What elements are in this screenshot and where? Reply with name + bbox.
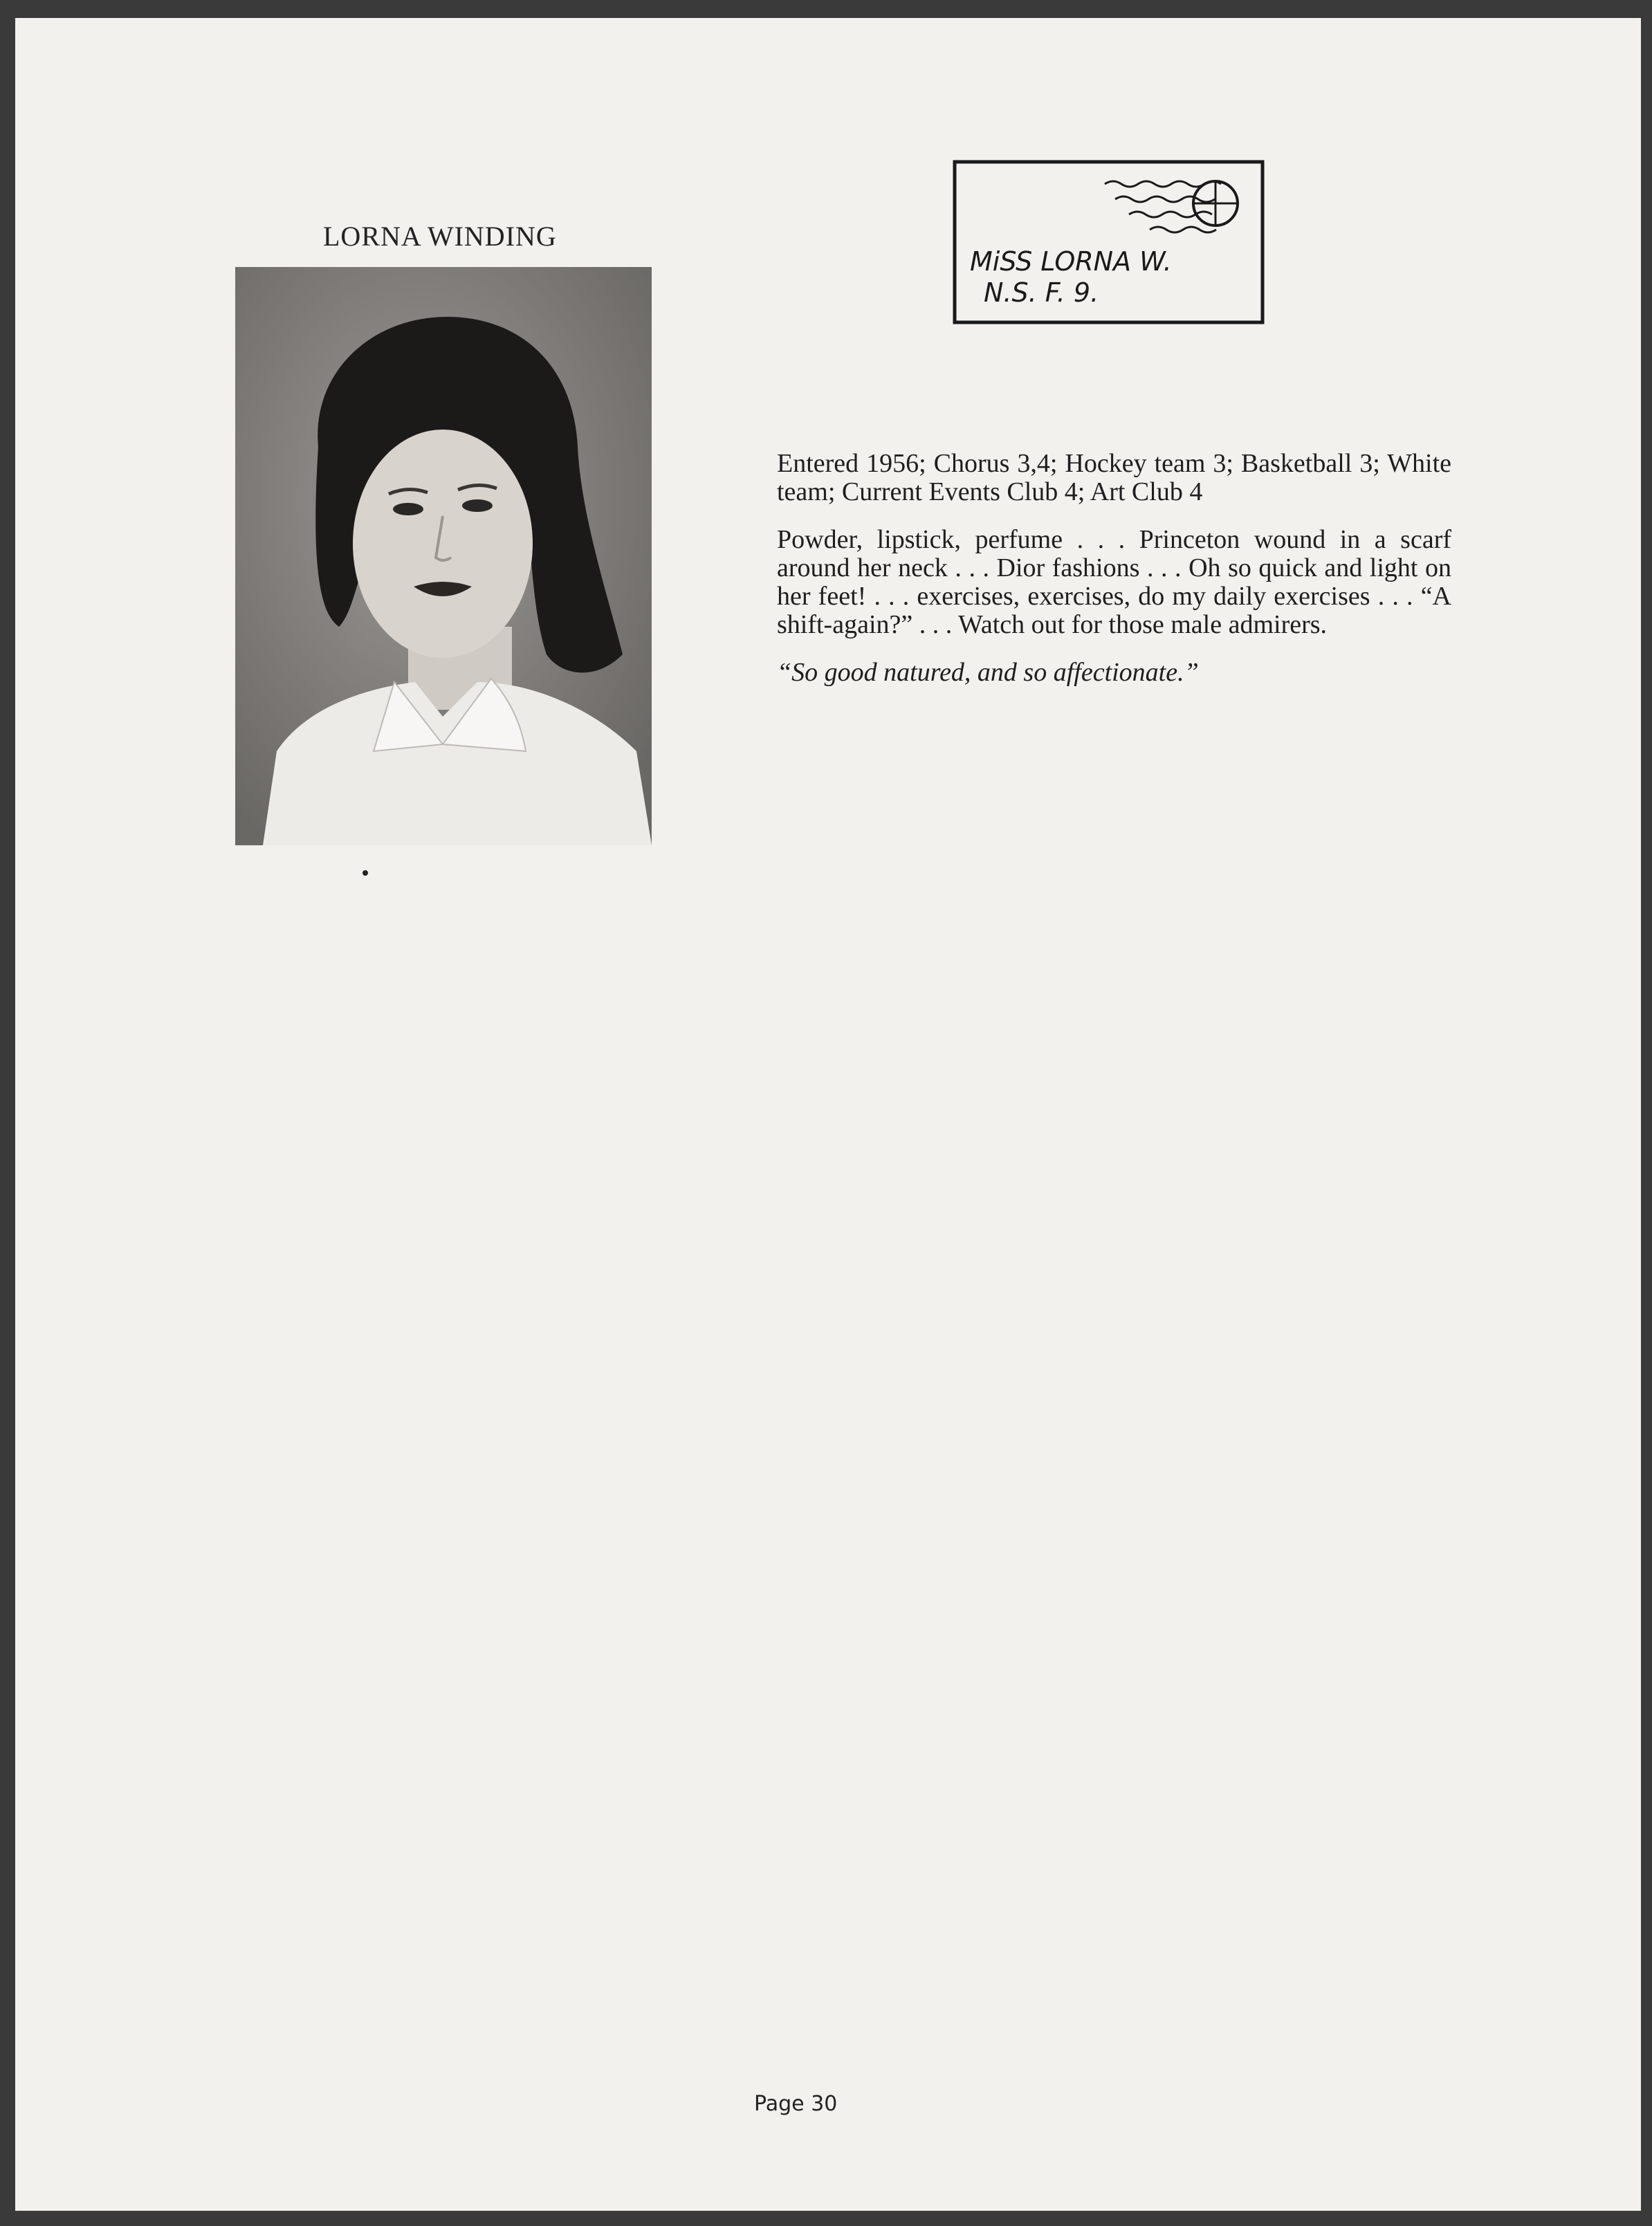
envelope-illustration <box>942 142 1274 329</box>
page-number: Page 30 <box>754 2092 838 2116</box>
description-paragraph: Powder, lipstick, perfume . . . Princeton wound in a scarf around her neck . . . Dior fashions . . . Oh so quick and light on her feet! . . . exercises, exercises, do my daily exercises . . . “A shift-again?” . . . Watch out for those male admirers. <box>777 525 1451 639</box>
print-speck <box>362 870 368 876</box>
activities-paragraph: Entered 1956; Chorus 3,4; Hockey team 3; Basketball 3; White team; Current Events Club 4; Art Club 4 <box>777 449 1451 506</box>
student-details <box>777 450 1451 706</box>
student-portrait-photo <box>235 267 652 845</box>
portrait-illustration <box>235 267 652 845</box>
quote-paragraph: “So good natured, and so affectionate.” <box>777 658 1199 687</box>
yearbook-page <box>15 18 1641 2211</box>
envelope-drawing <box>942 142 1274 329</box>
envelope-address-line1: MiSS LORNA W. <box>970 246 1172 277</box>
student-name-heading: LORNA WINDING <box>323 221 557 252</box>
envelope-address-line2: N.S. F. 9. <box>984 277 1099 308</box>
